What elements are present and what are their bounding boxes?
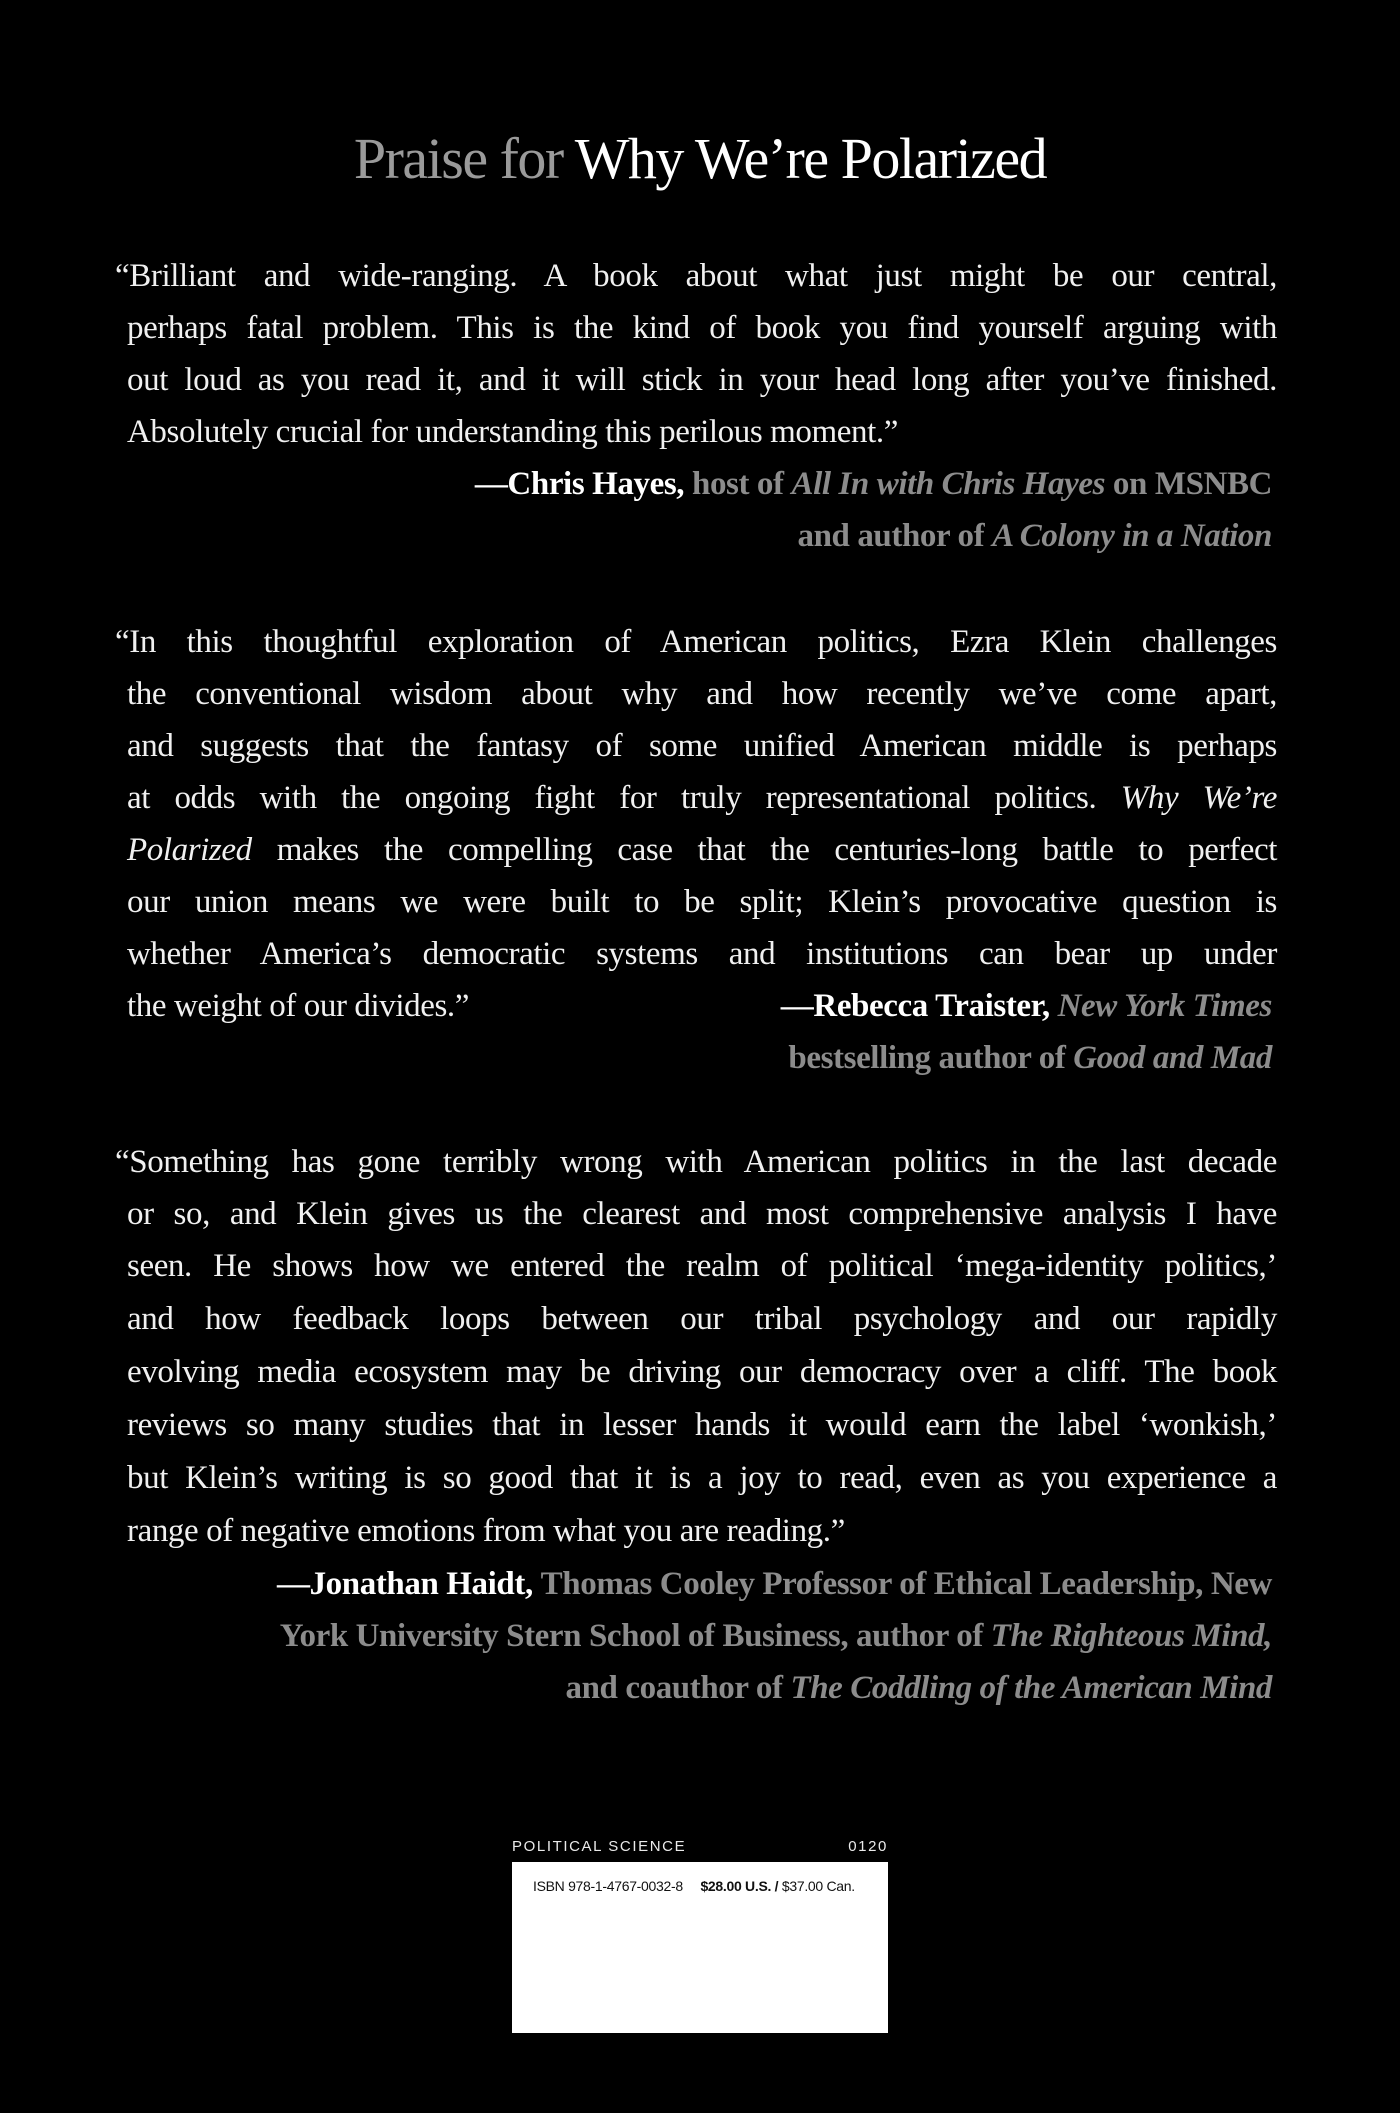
reviewer-credential: and author of: [797, 518, 985, 554]
reviewer-book-title: Good and Mad: [1073, 1040, 1272, 1076]
quote-line: evolving media ecosystem may be driving our democracy over a cliff. The book: [127, 1354, 1277, 1390]
quote-text: at odds with the ongoing fight for truly representational politics.: [127, 780, 1097, 816]
reviewer-credential: host of: [692, 466, 784, 502]
isbn-price-line: [533, 1878, 855, 1894]
quote-line: and how feedback loops between our tribal psychology and our rapidly: [127, 1301, 1277, 1337]
quote-line: seen. He shows how we entered the realm of political ‘mega-identity politics,’: [127, 1248, 1277, 1284]
reviewer-name: —Jonathan Haidt,: [276, 1566, 533, 1602]
reviewer-book-title: The Righteous Mind,: [990, 1618, 1272, 1654]
reviewer-show-title: All In with Chris Hayes: [791, 466, 1106, 502]
price-us: $28.00 U.S. /: [700, 1878, 779, 1894]
attribution-line: [797, 514, 1272, 558]
reviewer-name: —Rebecca Traister,: [780, 988, 1050, 1024]
reviewer-name: —Chris Hayes,: [474, 466, 685, 502]
book-title-italic: Polarized: [127, 832, 252, 868]
category-label: POLITICAL SCIENCE: [512, 1838, 687, 1855]
title-book: Why We’re Polarized: [574, 126, 1047, 191]
quote-line: “In this thoughtful exploration of American politics, Ezra Klein challenges: [115, 624, 1277, 660]
reviewer-publication: New York Times: [1057, 988, 1272, 1024]
reviewer-book-title: The Coddling of the American Mind: [790, 1670, 1272, 1706]
quote-line: [127, 828, 1277, 872]
reviewer-credential: bestselling author of: [788, 1040, 1066, 1076]
attribution-line: [280, 1614, 1272, 1658]
price-can: $37.00 Can.: [781, 1878, 855, 1894]
reviewer-credential: York University Stern School of Business, author of: [279, 1618, 983, 1654]
quote-line: “Something has gone terribly wrong with American politics in the last decade: [115, 1144, 1277, 1180]
barcode-box: [512, 1862, 888, 2033]
quote-line: “Brilliant and wide-ranging. A book about what just might be our central,: [115, 258, 1277, 294]
category-code: 0120: [848, 1838, 888, 1855]
quote-line: perhaps fatal problem. This is the kind of book you find yourself arguing with: [127, 310, 1277, 346]
attribution-line: [277, 1562, 1272, 1606]
quote-line: [127, 776, 1277, 820]
quote-line: reviews so many studies that in lesser hands it would earn the label ‘wonkish,’: [127, 1407, 1277, 1443]
quote-line: our union means we were built to be split; Klein’s provocative question is: [127, 884, 1277, 920]
quote-line: the conventional wisdom about why and how recently we’ve come apart,: [127, 676, 1277, 712]
reviewer-credential: Thomas Cooley Professor of Ethical Leadership, New: [540, 1566, 1272, 1602]
attribution-line: [788, 1036, 1272, 1080]
quote-line: out loud as you read it, and it will stick in your head long after you’ve finished.: [127, 362, 1277, 398]
isbn-number: ISBN 978-1-4767-0032-8: [533, 1878, 683, 1894]
book-title-italic: Why We’re: [1120, 780, 1277, 816]
quote-text: makes the compelling case that the centuries-long battle to perfect: [276, 832, 1277, 868]
reviewer-book-title: A Colony in a Nation: [992, 518, 1272, 554]
reviewer-credential: on MSNBC: [1112, 466, 1272, 502]
quote-line: range of negative emotions from what you are reading.”: [127, 1513, 845, 1549]
quote-line: or so, and Klein gives us the clearest and most comprehensive analysis I have: [127, 1196, 1277, 1232]
quote-line: and suggests that the fantasy of some unified American middle is perhaps: [127, 728, 1277, 764]
quote-line: whether America’s democratic systems and institutions can bear up under: [127, 936, 1277, 972]
reviewer-credential: and coauthor of: [565, 1670, 783, 1706]
quote-line: Absolutely crucial for understanding this perilous moment.”: [127, 414, 898, 450]
attribution-line: [566, 1666, 1273, 1710]
quote-line: the weight of our divides.”: [127, 988, 470, 1024]
attribution-line: [781, 984, 1272, 1028]
quote-line: but Klein’s writing is so good that it is a joy to read, even as you experience a: [127, 1460, 1277, 1496]
page-title: [0, 124, 1400, 194]
attribution-line: [475, 462, 1272, 506]
title-prefix: Praise for: [353, 126, 563, 191]
